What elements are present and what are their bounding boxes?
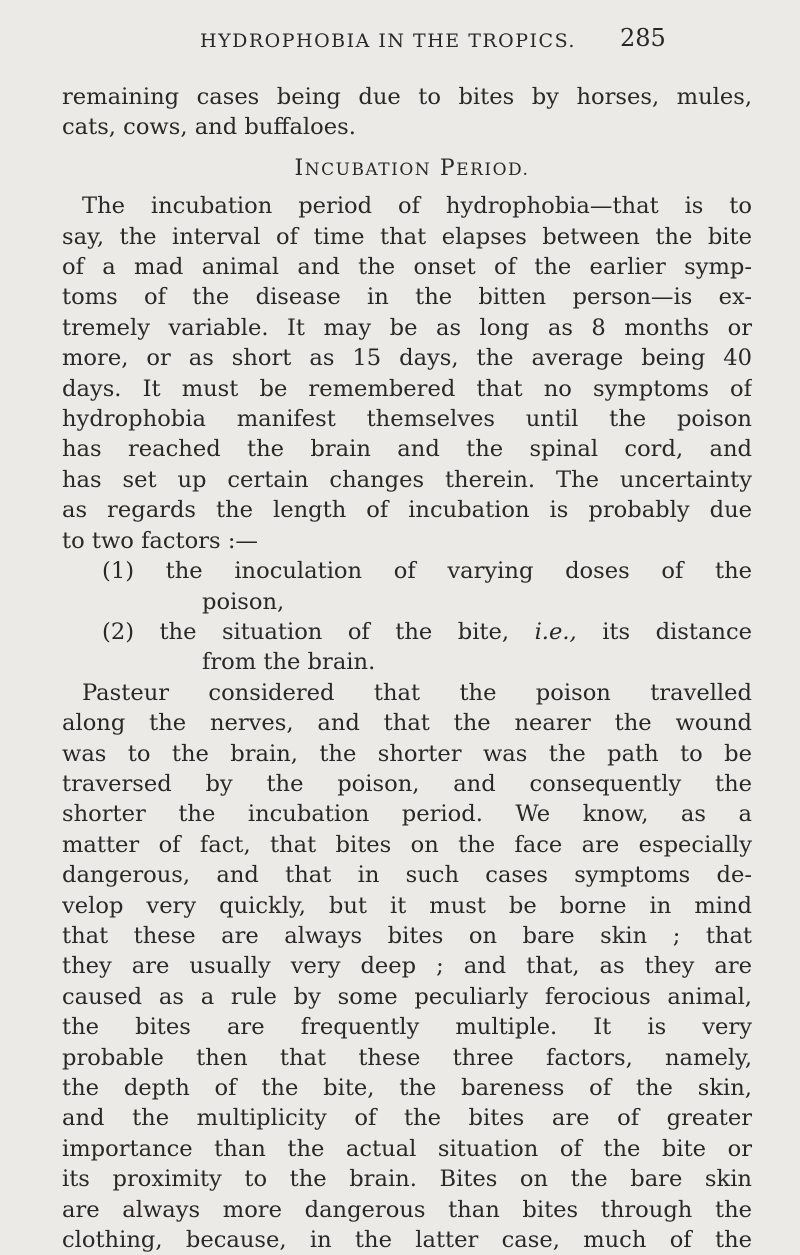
text-line: as regards the length of incubation is probably due <box>62 497 752 524</box>
factor-list <box>62 556 752 678</box>
text-line: importance than the actual situation of the bite or <box>62 1135 752 1162</box>
text-line: along the nerves, and that the nearer the wound <box>62 710 752 737</box>
paragraph <box>62 678 752 1255</box>
heading-initial: I <box>294 155 305 181</box>
text-line: velop very quickly, but it must be borne in mind <box>62 892 752 919</box>
text-line: cats, cows, and buffaloes. <box>62 114 356 141</box>
text-line: its proximity to the brain. Bites on the bare skin <box>62 1166 752 1193</box>
text-line: clothing, because, in the latter case, much of the <box>62 1227 752 1254</box>
page-number: 285 <box>620 24 666 52</box>
text-line: The incubation period of hydrophobia—that is to <box>82 193 752 220</box>
text-line: that these are always bites on bare skin ; that <box>62 922 752 949</box>
text-line: has set up certain changes therein. The uncertainty <box>62 466 752 493</box>
heading-small-caps: NCUBATION <box>304 159 432 180</box>
text-line: has reached the brain and the spinal cord, and <box>62 436 752 463</box>
text-line: matter of fact, that bites on the face are especially <box>62 831 752 858</box>
list-item: (2) the situation of the bite, i.e., its distance <box>102 618 752 645</box>
text-line: traversed by the poison, and consequently the <box>62 770 752 797</box>
list-item: (1) the inoculation of varying doses of the <box>102 558 752 585</box>
text-line: hydrophobia manifest themselves until the poison <box>62 406 752 433</box>
section-heading <box>62 153 752 185</box>
heading-initial: P <box>439 155 457 181</box>
italic-abbreviation: i.e., <box>534 618 577 645</box>
text-line: the depth of the bite, the bareness of the skin, <box>62 1075 752 1101</box>
page-body <box>62 82 752 1255</box>
page-header <box>0 24 800 58</box>
text-line: more, or as short as 15 days, the average being 40 <box>62 345 752 372</box>
text-line: toms of the disease in the bitten person—is ex- <box>62 284 752 311</box>
list-item-continuation: from the brain. <box>202 649 376 676</box>
text-line: was to the brain, the shorter was the path to be <box>62 740 752 767</box>
paragraph <box>62 191 752 556</box>
text-line: remaining cases being due to bites by horses, mules, <box>62 84 752 110</box>
text-line: caused as a rule by some peculiarly ferocious animal, <box>62 983 752 1010</box>
text-line: dangerous, and that in such cases symptoms de- <box>62 862 752 889</box>
text-line: say, the interval of time that elapses between the bite <box>62 223 752 250</box>
heading-small-caps: ERIOD. <box>456 159 530 180</box>
text-line: to two factors :— <box>62 527 259 554</box>
text-line: tremely variable. It may be as long as 8 months or <box>62 314 752 341</box>
running-title: HYDROPHOBIA IN THE TROPICS. <box>200 30 576 52</box>
text-line: are always more dangerous than bites through the <box>62 1196 752 1223</box>
text-line: the bites are frequently multiple. It is very <box>62 1014 752 1041</box>
text-line: days. It must be remembered that no symptoms of <box>62 375 752 402</box>
text-line: and the multiplicity of the bites are of greater <box>62 1105 752 1132</box>
text-line: they are usually very deep ; and that, as they are <box>62 953 752 980</box>
text-line: Pasteur considered that the poison travelled <box>82 679 752 706</box>
text-line: probable then that these three factors, namely, <box>62 1044 752 1071</box>
list-item-continuation: poison, <box>202 588 285 615</box>
text-line: of a mad animal and the onset of the earlier symp- <box>62 254 752 281</box>
text-line: shorter the incubation period. We know, as a <box>62 801 752 828</box>
